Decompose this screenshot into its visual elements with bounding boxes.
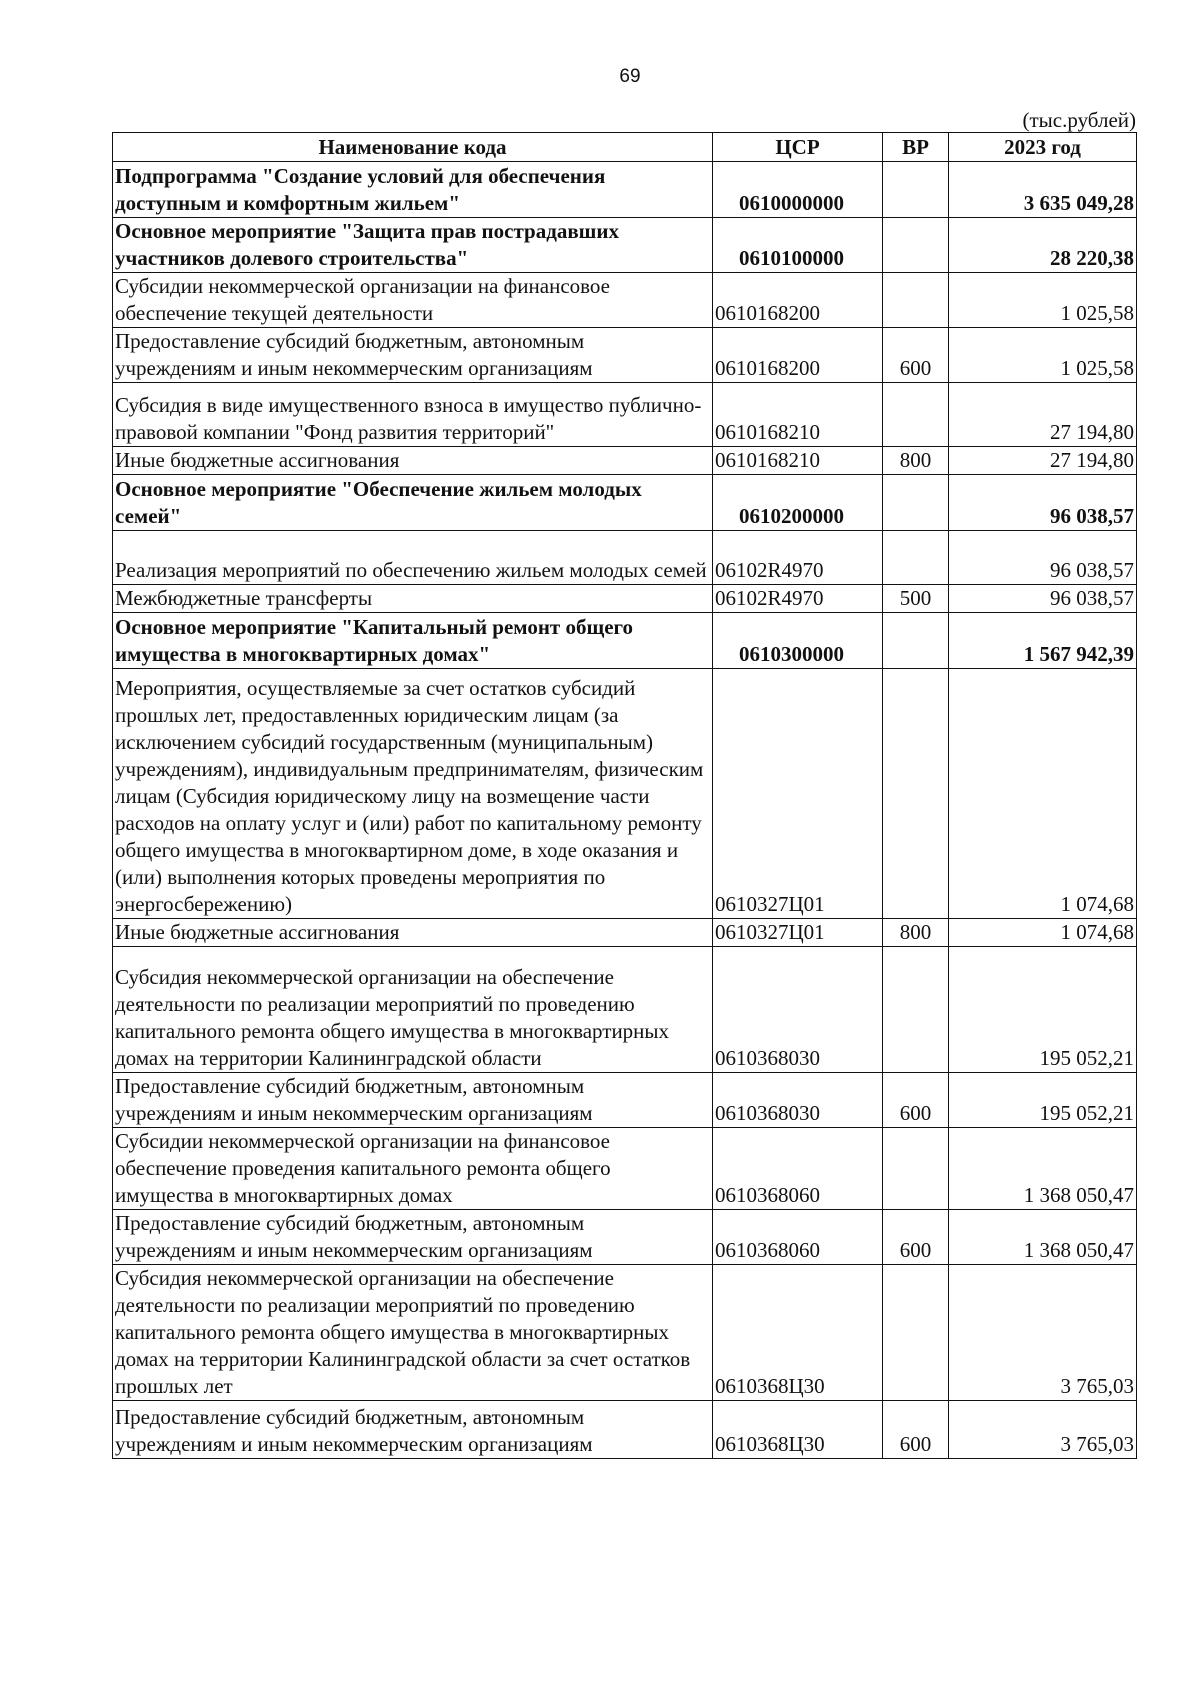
table-row — [113, 1265, 1137, 1401]
cell-sum: 1 074,68 — [949, 919, 1137, 947]
cell-sum: 3 765,03 — [949, 1401, 1137, 1459]
cell-name: Межбюджетные трансферты — [113, 585, 713, 613]
cell-name: Реализация мероприятий по обеспечению жильем молодых семей — [113, 531, 713, 585]
cell-sum: 1 567 942,39 — [949, 613, 1137, 669]
cell-name: Субсидии некоммерческой организации на финансовое обеспечение текущей деятельности — [113, 273, 713, 328]
cell-name: Субсидии некоммерческой организации на финансовое обеспечение проведения капитального ремонта общего имущества в многоквартирных домах — [113, 1128, 713, 1210]
table-row — [113, 531, 1137, 585]
header-sum: 2023 год — [949, 133, 1137, 162]
table-row — [113, 383, 1137, 447]
cell-sum: 1 368 050,47 — [949, 1210, 1137, 1265]
cell-sum: 1 368 050,47 — [949, 1128, 1137, 1210]
cell-sum: 27 194,80 — [949, 447, 1137, 475]
cell-csr: 0610327Ц01 — [713, 669, 883, 919]
cell-vr: 800 — [883, 919, 949, 947]
cell-vr — [883, 531, 949, 585]
cell-csr: 0610368030 — [713, 947, 883, 1073]
cell-csr: 0610327Ц01 — [713, 919, 883, 947]
cell-csr: 0610168200 — [713, 328, 883, 383]
cell-name: Предоставление субсидий бюджетным, автономным учреждениям и иным некоммерческим организациям — [113, 328, 713, 383]
cell-sum: 195 052,21 — [949, 1073, 1137, 1128]
cell-vr — [883, 1265, 949, 1401]
cell-vr: 600 — [883, 328, 949, 383]
cell-sum: 96 038,57 — [949, 475, 1137, 531]
cell-vr — [883, 613, 949, 669]
cell-csr: 0610200000 — [713, 475, 883, 531]
cell-sum: 96 038,57 — [949, 585, 1137, 613]
budget-table — [112, 132, 1137, 1459]
table-row — [113, 1210, 1137, 1265]
cell-csr: 0610368Ц30 — [713, 1401, 883, 1459]
cell-name: Предоставление субсидий бюджетным, автономным учреждениям и иным некоммерческим организациям — [113, 1210, 713, 1265]
cell-csr: 0610168210 — [713, 447, 883, 475]
cell-csr: 0610368030 — [713, 1073, 883, 1128]
header-vr: ВР — [883, 133, 949, 162]
table-row — [113, 1073, 1137, 1128]
cell-vr: 800 — [883, 447, 949, 475]
table-row — [113, 919, 1137, 947]
cell-vr: 600 — [883, 1073, 949, 1128]
cell-name: Иные бюджетные ассигнования — [113, 919, 713, 947]
cell-csr: 0610168200 — [713, 273, 883, 328]
units-label: (тыс.рублей) — [1022, 108, 1136, 132]
cell-vr — [883, 273, 949, 328]
cell-name: Основное мероприятие "Защита прав пострадавших участников долевого строительства" — [113, 218, 713, 273]
table-row — [113, 475, 1137, 531]
cell-csr: 0610168210 — [713, 383, 883, 447]
cell-name: Подпрограмма "Создание условий для обеспечения доступным и комфортным жильем" — [113, 162, 713, 218]
cell-vr — [883, 947, 949, 1073]
header-name: Наименование кода — [113, 133, 713, 162]
cell-csr: 0610100000 — [713, 218, 883, 273]
table-row — [113, 947, 1137, 1073]
table-header-row — [113, 133, 1137, 162]
cell-sum: 1 025,58 — [949, 328, 1137, 383]
cell-vr: 600 — [883, 1210, 949, 1265]
cell-name: Предоставление субсидий бюджетным, автономным учреждениям и иным некоммерческим организациям — [113, 1401, 713, 1459]
cell-name: Основное мероприятие "Обеспечение жильем молодых семей" — [113, 475, 713, 531]
cell-sum: 1 025,58 — [949, 273, 1137, 328]
table-row — [113, 1401, 1137, 1459]
table-body — [113, 162, 1137, 1459]
table-row — [113, 447, 1137, 475]
table-row — [113, 273, 1137, 328]
cell-name: Субсидия некоммерческой организации на обеспечение деятельности по реализации мероприятий по проведению капитального ремонта общего имущества в многоквартирных домах на территории Калининградской области за счет остатков прошлых лет — [113, 1265, 713, 1401]
cell-vr — [883, 1128, 949, 1210]
cell-sum: 3 765,03 — [949, 1265, 1137, 1401]
table-row — [113, 613, 1137, 669]
table-row — [113, 1128, 1137, 1210]
cell-vr: 500 — [883, 585, 949, 613]
cell-csr: 0610300000 — [713, 613, 883, 669]
header-csr: ЦСР — [713, 133, 883, 162]
table-row — [113, 218, 1137, 273]
page-number: 69 — [619, 66, 641, 87]
table-row — [113, 162, 1137, 218]
table-row — [113, 328, 1137, 383]
cell-csr: 0610368Ц30 — [713, 1265, 883, 1401]
table-row — [113, 585, 1137, 613]
cell-csr: 0610368060 — [713, 1210, 883, 1265]
cell-name: Иные бюджетные ассигнования — [113, 447, 713, 475]
cell-sum: 28 220,38 — [949, 218, 1137, 273]
cell-name: Субсидия в виде имущественного взноса в имущество публично-правовой компании "Фонд развития территорий" — [113, 383, 713, 447]
cell-vr — [883, 162, 949, 218]
cell-sum: 195 052,21 — [949, 947, 1137, 1073]
cell-name: Предоставление субсидий бюджетным, автономным учреждениям и иным некоммерческим организациям — [113, 1073, 713, 1128]
cell-sum: 3 635 049,28 — [949, 162, 1137, 218]
cell-csr: 06102R4970 — [713, 531, 883, 585]
cell-vr: 600 — [883, 1401, 949, 1459]
cell-sum: 96 038,57 — [949, 531, 1137, 585]
cell-vr — [883, 383, 949, 447]
cell-name: Основное мероприятие "Капитальный ремонт общего имущества в многоквартирных домах" — [113, 613, 713, 669]
cell-vr — [883, 218, 949, 273]
cell-name: Субсидия некоммерческой организации на обеспечение деятельности по реализации мероприятий по проведению капитального ремонта общего имущества в многоквартирных домах на территории Калининградской области — [113, 947, 713, 1073]
cell-csr: 0610368060 — [713, 1128, 883, 1210]
cell-csr: 0610000000 — [713, 162, 883, 218]
cell-sum: 1 074,68 — [949, 669, 1137, 919]
cell-vr — [883, 475, 949, 531]
cell-vr — [883, 669, 949, 919]
cell-name: Мероприятия, осуществляемые за счет остатков субсидий прошлых лет, предоставленных юридическим лицам (за исключением субсидий государственным (муниципальным) учреждениям), индивидуальным предпринимателям, физическим лицам (Субсидия юридическому лицу на возмещение части расходов на оплату услуг и (или) работ по капитальному ремонту общего имущества в многоквартирном доме, в ходе оказания и (или) выполнения которых проведены мероприятия по энергосбережению) — [113, 669, 713, 919]
table-row — [113, 669, 1137, 919]
cell-sum: 27 194,80 — [949, 383, 1137, 447]
cell-csr: 06102R4970 — [713, 585, 883, 613]
